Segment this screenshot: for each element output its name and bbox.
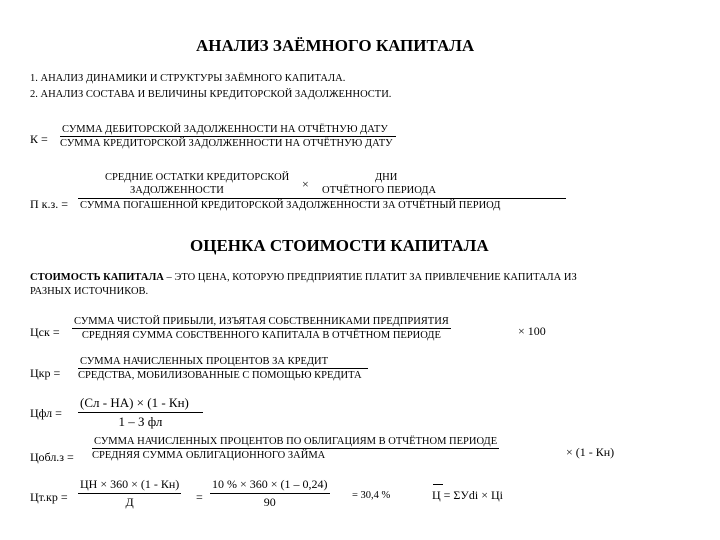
ctkr-numerator-1: ЦН × 360 × (1 - Кн): [78, 477, 181, 494]
cobl-label: Цобл.з =: [30, 450, 74, 464]
ckr-label: Цкр =: [30, 366, 61, 380]
cfl-denominator: 1 – З фл: [118, 414, 163, 429]
k-label: К =: [30, 132, 48, 146]
definition-line2: РАЗНЫХ ИСТОЧНИКОВ.: [30, 286, 149, 297]
pkz-label: П к.з. =: [30, 197, 69, 211]
cobl-tail: × (1 - Кн): [566, 445, 615, 459]
definition-line1: [30, 272, 577, 283]
list-item: 1. АНАЛИЗ ДИНАМИКИ И СТРУКТУРЫ ЗАЁМНОГО КАПИТАЛА.: [30, 73, 346, 84]
cobl-numerator: СУММА НАЧИСЛЕННЫХ ПРОЦЕНТОВ ПО ОБЛИГАЦИЯМ В ОТЧЁТНОМ ПЕРИОДЕ: [94, 436, 498, 447]
ctkr-fraction-2: [210, 477, 330, 510]
k-fraction: [60, 124, 396, 149]
ckr-fraction: [78, 356, 368, 381]
ckr-numerator: СУММА НАЧИСЛЕННЫХ ПРОЦЕНТОВ ЗА КРЕДИТ: [78, 356, 368, 369]
overline-mark: [433, 484, 443, 485]
weighted-cost-formula: Ц = ΣУdi × Ці: [432, 488, 504, 502]
ctkr-numerator-2: 10 % × 360 × (1 – 0,24): [210, 477, 330, 494]
pkz-num-a2: ЗАДОЛЖЕННОСТИ: [130, 185, 224, 196]
ctkr-denominator-1: Д: [125, 495, 134, 509]
list-item: 2. АНАЛИЗ СОСТАВА И ВЕЛИЧИНЫ КРЕДИТОРСКОЙ ЗАДОЛЖЕННОСТИ.: [30, 89, 392, 100]
cobl-fraction: [92, 436, 499, 461]
k-denominator: СУММА КРЕДИТОРСКОЙ ЗАДОЛЖЕННОСТИ НА ОТЧЁТНУЮ ДАТУ: [60, 138, 393, 149]
definition-term: СТОИМОСТЬ КАПИТАЛА: [30, 272, 164, 283]
ctkr-equals: =: [196, 490, 203, 504]
title-borrowed-capital: АНАЛИЗ ЗАЁМНОГО КАПИТАЛА: [196, 36, 475, 55]
csk-numerator: СУММА ЧИСТОЙ ПРИБЫЛИ, ИЗЪЯТАЯ СОБСТВЕННИКАМИ ПРЕДПРИЯТИЯ: [74, 316, 449, 327]
pkz-num-b1: ДНИ: [375, 172, 398, 183]
pkz-denominator: СУММА ПОГАШЕННОЙ КРЕДИТОРСКОЙ ЗАДОЛЖЕННОСТИ ЗА ОТЧЁТНЫЙ ПЕРИОД: [80, 200, 501, 211]
definition-text: – ЭТО ЦЕНА, КОТОРУЮ ПРЕДПРИЯТИЕ ПЛАТИТ ЗА ПРИВЛЕЧЕНИЕ КАПИТАЛА ИЗ: [163, 272, 577, 283]
ctkr-result: = 30,4 %: [352, 490, 391, 501]
pkz-num-a1: СРЕДНИЕ ОСТАТКИ КРЕДИТОРСКОЙ: [105, 172, 290, 183]
csk-tail: × 100: [518, 324, 546, 338]
pkz-fraction-bar: [78, 198, 566, 199]
csk-fraction: [72, 316, 451, 341]
ctkr-fraction-1: [78, 477, 181, 510]
k-numerator: СУММА ДЕБИТОРСКОЙ ЗАДОЛЖЕННОСТИ НА ОТЧЁТНУЮ ДАТУ: [60, 124, 396, 137]
cfl-fraction: [78, 395, 203, 430]
ctkr-denominator-2: 90: [263, 495, 276, 509]
csk-denominator: СРЕДНЯЯ СУММА СОБСТВЕННОГО КАПИТАЛА В ОТЧЁТНОМ ПЕРИОДЕ: [81, 330, 441, 341]
pkz-num-b2: ОТЧЁТНОГО ПЕРИОДА: [322, 185, 437, 196]
title-capital-cost: ОЦЕНКА СТОИМОСТИ КАПИТАЛА: [190, 236, 489, 255]
cfl-numerator: (Сл - НА) × (1 - Кн): [78, 395, 203, 413]
ckr-denominator: СРЕДСТВА, МОБИЛИЗОВАННЫЕ С ПОМОЩЬЮ КРЕДИТА: [78, 370, 362, 381]
cobl-denominator: СРЕДНЯЯ СУММА ОБЛИГАЦИОННОГО ЗАЙМА: [92, 450, 326, 461]
cfl-label: Цфл =: [30, 406, 62, 420]
ctkr-label: Цт.кр =: [30, 490, 68, 504]
pkz-times: ×: [302, 177, 309, 191]
csk-label: Цск =: [30, 325, 60, 339]
